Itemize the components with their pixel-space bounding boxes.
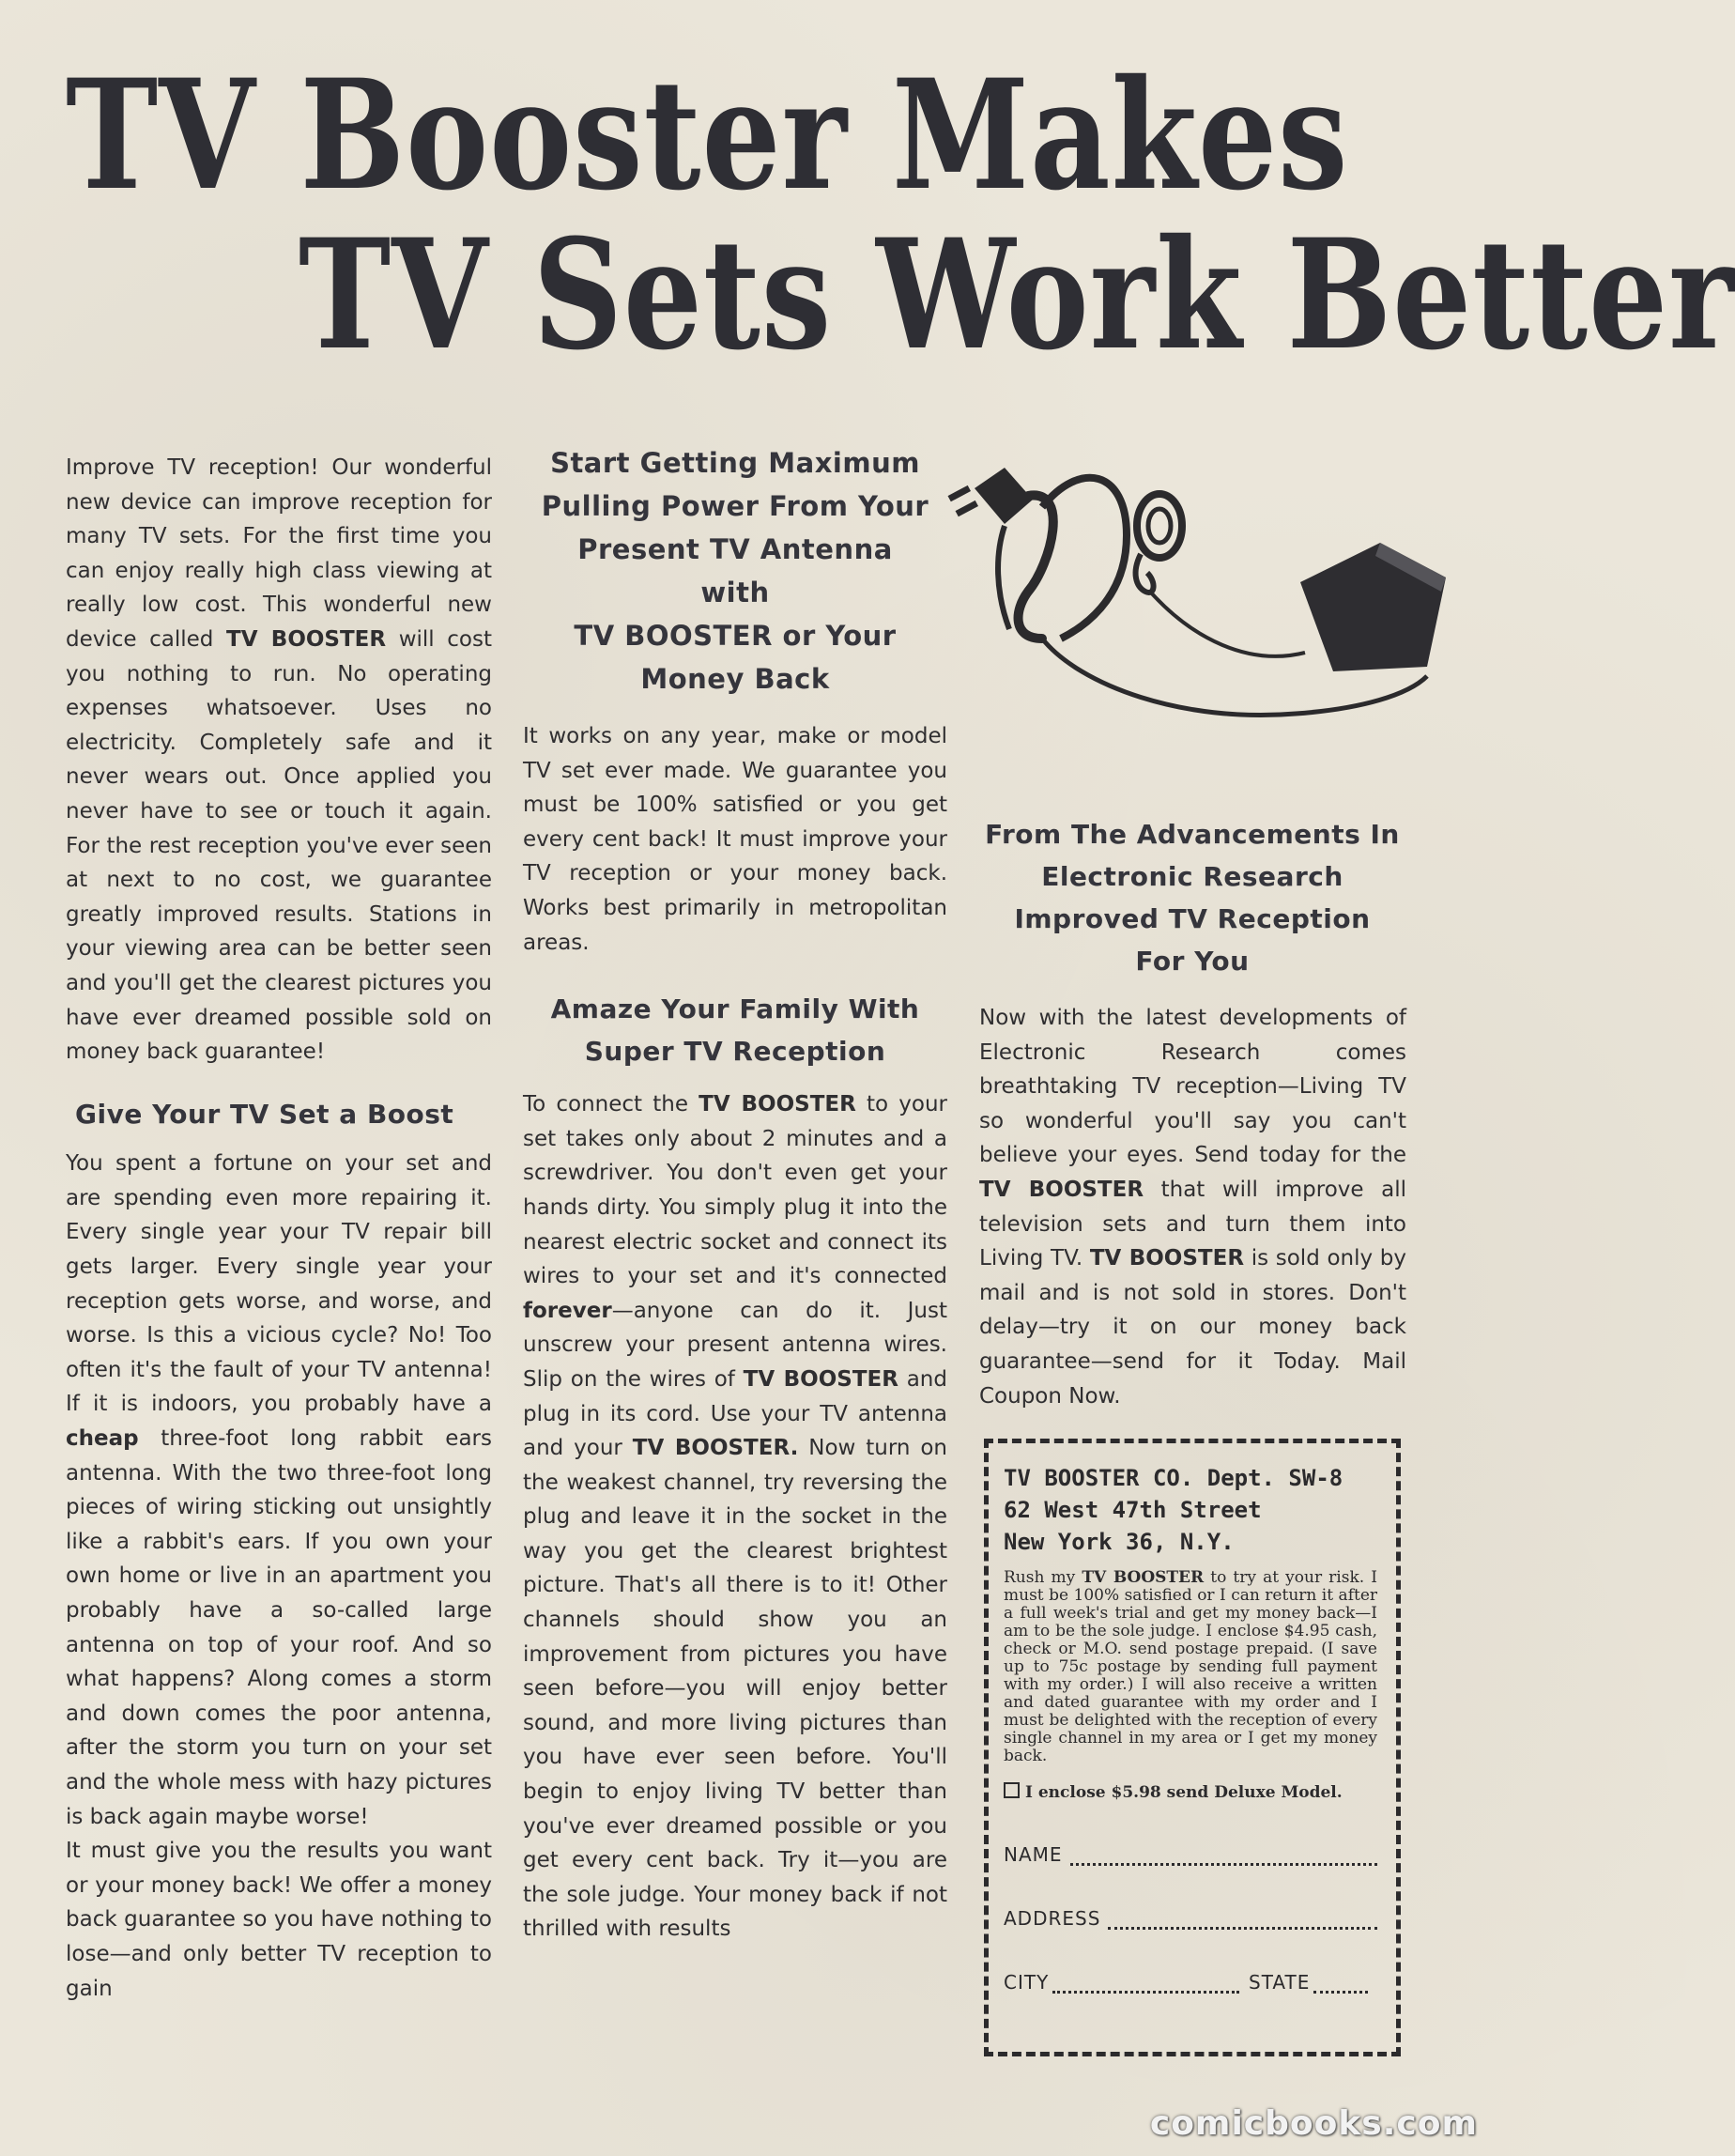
headline-line-1: TV Booster Makes [66, 47, 1349, 225]
deluxe-option-label: I enclose $5.98 send Deluxe Model. [1025, 1783, 1343, 1802]
column-left [66, 451, 492, 2006]
intro-product-name: TV BOOSTER [226, 626, 387, 652]
maximum-heading-line: Present TV Antenna [577, 533, 893, 565]
living-paragraph [979, 1001, 1406, 1413]
advance-heading-line: From The Advancements In [985, 819, 1400, 850]
boost-keyword-cheap: cheap [66, 1426, 139, 1452]
advance-heading-line: For You [1135, 946, 1250, 977]
connect-keyword: TV BOOSTER [743, 1366, 898, 1392]
advance-heading-line: Improved TV Reception [1014, 903, 1371, 934]
maximum-heading-line: Money Back [640, 663, 830, 695]
name-label: NAME [1004, 1843, 1063, 1866]
living-keyword: TV BOOSTER [1089, 1246, 1245, 1271]
connect-text: and plug in its cord. Use your TV antenna and your [523, 1366, 947, 1461]
coupon-street: 62 West 47th Street [1004, 1497, 1262, 1523]
connect-text: To connect the [523, 1092, 699, 1117]
coupon-terms-text: Rush my [1004, 1568, 1082, 1587]
address-field[interactable] [1004, 1907, 1377, 1930]
boost-heading: Give Your TV Set a Boost [75, 1098, 454, 1130]
amaze-heading-line: Amaze Your Family With [550, 993, 920, 1025]
connect-keyword: TV BOOSTER [699, 1092, 856, 1117]
boost-text-2: three-foot long rabbit ears antenna. With the two three-foot long pieces of wiring sticking out unsightly like a rabbit's ears. If you own your own home or live in an apartment you probably have a so-called large antenna on top of your roof. And so what happens? Along comes a storm and down comes the poor antenna, after the storm you turn on your set and the whole mess with hazy pictures is back again maybe worse! [66, 1426, 492, 1829]
maximum-heading-line: TV BOOSTER or Your [574, 620, 897, 652]
coupon-product-name: TV BOOSTER [1082, 1568, 1205, 1587]
city-line[interactable] [1052, 1978, 1239, 1994]
boost-text-1: You spent a fortune on your set and are spending even more repairing it. Every single year your TV repair bill gets larger. Every single year your reception gets worse, and worse, and worse. Is this a vicious cycle? No! Too often it's the fault of your TV antenna! If it is indoors, you probably have a [66, 1151, 492, 1417]
intro-text-1: Improve TV reception! Our wonderful new device can improve reception for many TV sets. For the first time you can enjoy really high class viewing at really low cost. This wonderful new device called [66, 455, 492, 652]
name-field[interactable] [1004, 1843, 1377, 1866]
amaze-heading-line: Super TV Reception [584, 1036, 886, 1068]
checkbox-icon[interactable] [1004, 1782, 1020, 1798]
column-middle [523, 441, 947, 1947]
maximum-heading [523, 441, 947, 701]
boost-paragraph [66, 1147, 492, 1834]
living-text: that will improve all television sets and turn them into Living TV. [979, 1177, 1406, 1271]
headline-line-2: TV Sets Work Better [299, 207, 1735, 385]
address-label: ADDRESS [1004, 1907, 1101, 1930]
coupon-city-line: New York 36, N.Y. [1004, 1529, 1235, 1555]
living-text: Now with the latest developments of Electronic Research comes breathtaking TV reception—Living TV so wonderful you'll say you can't believe your eyes. Send today for the [979, 1006, 1406, 1168]
watermark: comicbooks.com [1149, 2104, 1478, 2143]
tv-booster-device-icon [939, 451, 1465, 742]
column-right [979, 1001, 1406, 1413]
maximum-heading-line: with [700, 577, 770, 608]
coupon-company: TV BOOSTER CO. Dept. SW-8 [1004, 1465, 1343, 1491]
address-line[interactable] [1108, 1914, 1377, 1930]
closing-paragraph: It must give you the results you want or your money back! We offer a money back guarantee so you have nothing to lose—and only better TV reception to gain [66, 1839, 492, 2001]
intro-text-2: will cost you nothing to run. No operating expenses whatsoever. Uses no electricity. Completely safe and it never wears out. Once applied you never have to see or touch it again. For the rest reception you've ever seen at next to no cost, we guarantee greatly improved results. Stations in your viewing area can be better seen and you'll get the clearest pictures you have ever dreamed possible sold on money back guarantee! [66, 626, 492, 1065]
connect-text: —anyone can do it. Just unscrew your present antenna wires. Slip on the wires of [523, 1298, 947, 1392]
coupon-terms-text: to try at your risk. I must be 100% satisfied or I can return it after a full week's trial and get my money back—I am to be the sole judge. I enclose $4.95 cash, check or M.O. send postage prepaid. (I save up to 75c postage by sending full payment with my order.) I will also receive a written and dated guarantee with my order and I must be delighted with the reception of every single channel in my area or I get my money back. [1004, 1568, 1377, 1765]
connect-text: Now turn on the weakest channel, try reversing the plug and leave it in the socket in the way you get the clearest brightest picture. That's all there is to it! Other channels should show you an improvement from pictures you have seen before—you will enjoy better sound, and more living pictures than you have ever seen before. You'll begin to enjoy living TV better than you've ever dreamed possible or you get every cent back. Try it—you are the sole judge. Your money back if not thrilled with results [523, 1436, 947, 1942]
name-line[interactable] [1070, 1850, 1377, 1866]
maximum-heading-line: Start Getting Maximum [550, 447, 920, 479]
connect-keyword: forever [523, 1298, 612, 1323]
advance-heading [976, 813, 1408, 982]
maximum-heading-line: Pulling Power From Your [541, 490, 929, 522]
living-keyword: TV BOOSTER [979, 1177, 1144, 1202]
coupon-terms [1004, 1569, 1377, 1765]
city-state-field[interactable] [1004, 1971, 1377, 1994]
intro-paragraph [66, 451, 492, 1070]
connect-paragraph [523, 1087, 947, 1947]
advance-heading-line: Electronic Research [1041, 861, 1343, 892]
amaze-heading [523, 988, 947, 1072]
state-line[interactable] [1313, 1978, 1368, 1994]
city-label: CITY [1004, 1971, 1050, 1994]
connect-text: to your set takes only about 2 minutes and a screwdriver. You don't even get your hands dirty. You simply plug it into the nearest electric socket and connect its wires to your set and it's connected [523, 1092, 947, 1289]
order-coupon[interactable] [984, 1439, 1401, 2056]
deluxe-option[interactable] [1004, 1782, 1377, 1802]
state-label: STATE [1249, 1971, 1311, 1994]
connect-keyword: TV BOOSTER. [632, 1436, 799, 1461]
works-paragraph: It works on any year, make or model TV set ever made. We guarantee you must be 100% satisfied or you get every cent back! It must improve your TV reception or your money back. Works best primarily in metropolitan areas. [523, 724, 947, 955]
living-text: is sold only by mail and is not sold in stores. Don't delay—try it on our money back guarantee—send for it Today. Mail Coupon Now. [979, 1246, 1406, 1409]
